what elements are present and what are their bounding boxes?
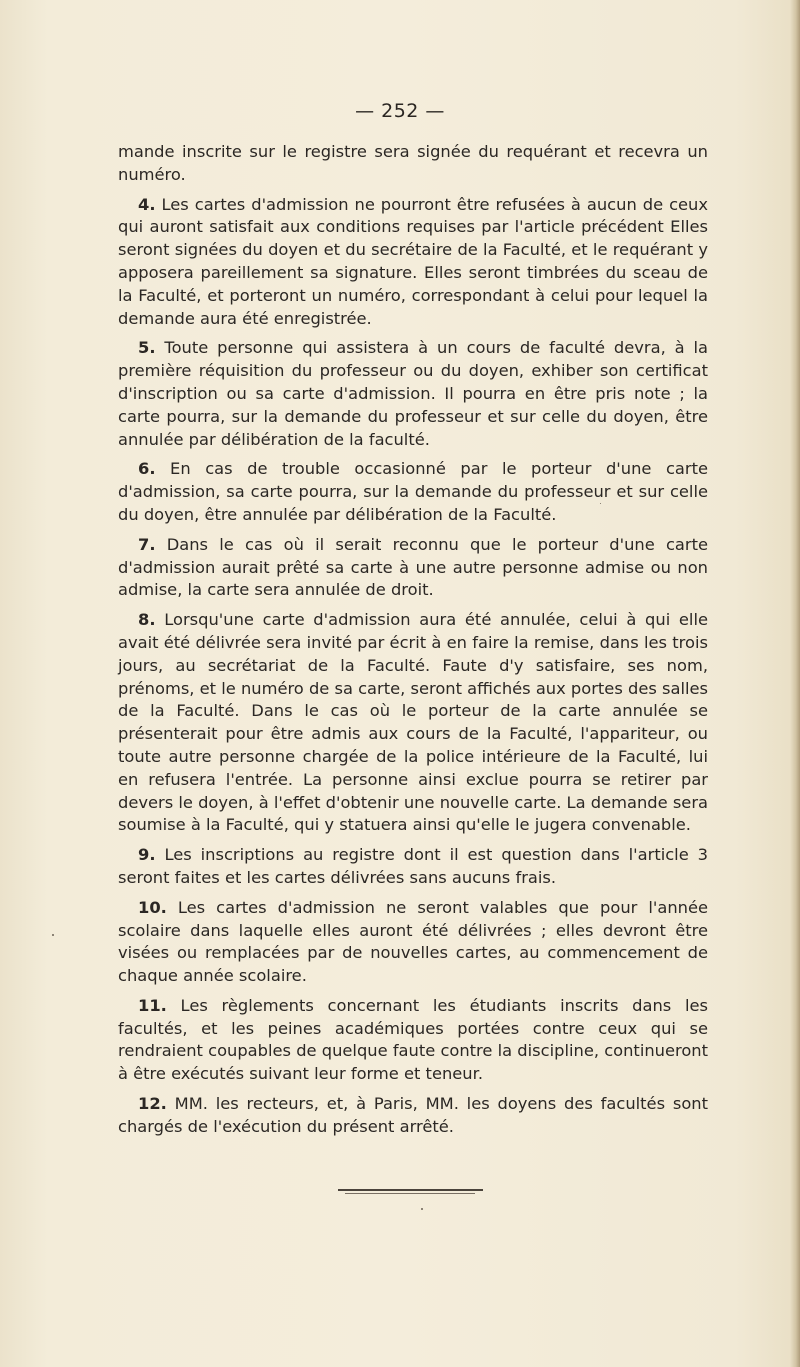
article-number: 8. — [138, 610, 156, 630]
article-number: 7. — [138, 534, 156, 554]
article-text: MM. les recteurs, et, à Paris, MM. les doyens des facultés sont chargés de l'exécution du présent arrêté. — [118, 1094, 708, 1136]
article-12 — [118, 1093, 708, 1139]
article-text: Les cartes d'admission ne pourront être refusées à aucun de ceux qui auront satisfait aux conditions requises par l'article précédent Elles seront signées du doyen et du secrétaire de la Faculté, et le requérant y apposera pareillement sa signature. Elles seront timbrées du sceau de la Faculté, et porteront un numéro, correspondant à celui pour lequel la demande aura été enregistrée. — [118, 194, 708, 328]
article-7 — [118, 534, 708, 602]
article-11 — [118, 995, 708, 1086]
article-number: 9. — [138, 845, 156, 865]
article-number: 6. — [138, 459, 156, 479]
article-number: 11. — [138, 995, 167, 1015]
article-text: Toute personne qui assistera à un cours de faculté devra, à la première réquisition du professeur ou du doyen, exhiber son certificat d'inscription ou sa carte d'admission. Il pourra en être pris note ; la carte pourra, sur la demande du professeur et sur celle du doyen, être annulée par délibération de la faculté. — [118, 338, 708, 449]
article-text: Les inscriptions au registre dont il est question dans l'article 3 seront faites et les cartes délivrées sans aucuns frais. — [118, 845, 708, 887]
article-number: 12. — [138, 1094, 167, 1114]
article-8 — [118, 609, 708, 837]
page-edge-shadow — [790, 0, 800, 1367]
paragraph-continuation — [118, 141, 708, 187]
body-text — [118, 141, 708, 1146]
article-6 — [118, 458, 708, 526]
article-text: Les cartes d'admission ne seront valables que pour l'année scolaire dans laquelle elles auront été délivrées ; elles devront être visées ou remplacées par de nouvelles cartes, au commencement de chaque année scolaire. — [118, 897, 708, 986]
page-number: — 252 — — [355, 100, 445, 122]
paragraph-text: mande inscrite sur le registre sera signée du requérant et recevra un numéro. — [118, 142, 708, 184]
article-number: 4. — [138, 194, 156, 214]
article-text: Dans le cas où il serait reconnu que le porteur d'une carte d'admission aurait prêté sa carte à une autre personne admise ou non admise, la carte sera annulée de droit. — [118, 534, 708, 600]
closing-rule — [338, 1189, 483, 1191]
article-text: Les règlements concernant les étudiants inscrits dans les facultés, et les peines académiques portées contre ceux qui se rendraient coupables de quelque faute contre la discipline, continueront à être exécutés suivant leur forme et teneur. — [118, 995, 708, 1084]
article-number: 5. — [138, 338, 156, 358]
closing-rule-thin — [345, 1193, 475, 1194]
paper-speck — [421, 1208, 423, 1210]
article-9 — [118, 844, 708, 890]
article-10 — [118, 897, 708, 988]
article-number: 10. — [138, 897, 167, 917]
article-text: Lorsqu'une carte d'admission aura été annulée, celui à qui elle avait été délivrée sera invité par écrit à en faire la remise, dans les trois jours, au secrétariat de la Faculté. Faute d'y satisfaire, ses nom, prénoms, et le numéro de sa carte, seront affichés aux portes des salles de la Faculté. Dans le cas où le porteur de la carte annulée se présenterait pour être admis aux cours de la Faculté, l'appariteur, ou toute autre personne chargée de la police intérieure de la Faculté, lui en refusera l'entrée. La personne ainsi exclue pourra se retirer par devers le doyen, à l'effet d'obtenir une nouvelle carte. La demande sera soumise à la Faculté, qui y statuera ainsi qu'elle le jugera convenable. — [118, 610, 708, 835]
article-4 — [118, 194, 708, 331]
article-text: En cas de trouble occasionné par le porteur d'une carte d'admission, sa carte pourra, sur la demande du professeur et sur celle du doyen, être annulée par délibération de la Faculté. — [118, 459, 708, 524]
article-5 — [118, 337, 708, 451]
paper-speck — [52, 934, 54, 936]
paper-speck — [600, 503, 601, 504]
